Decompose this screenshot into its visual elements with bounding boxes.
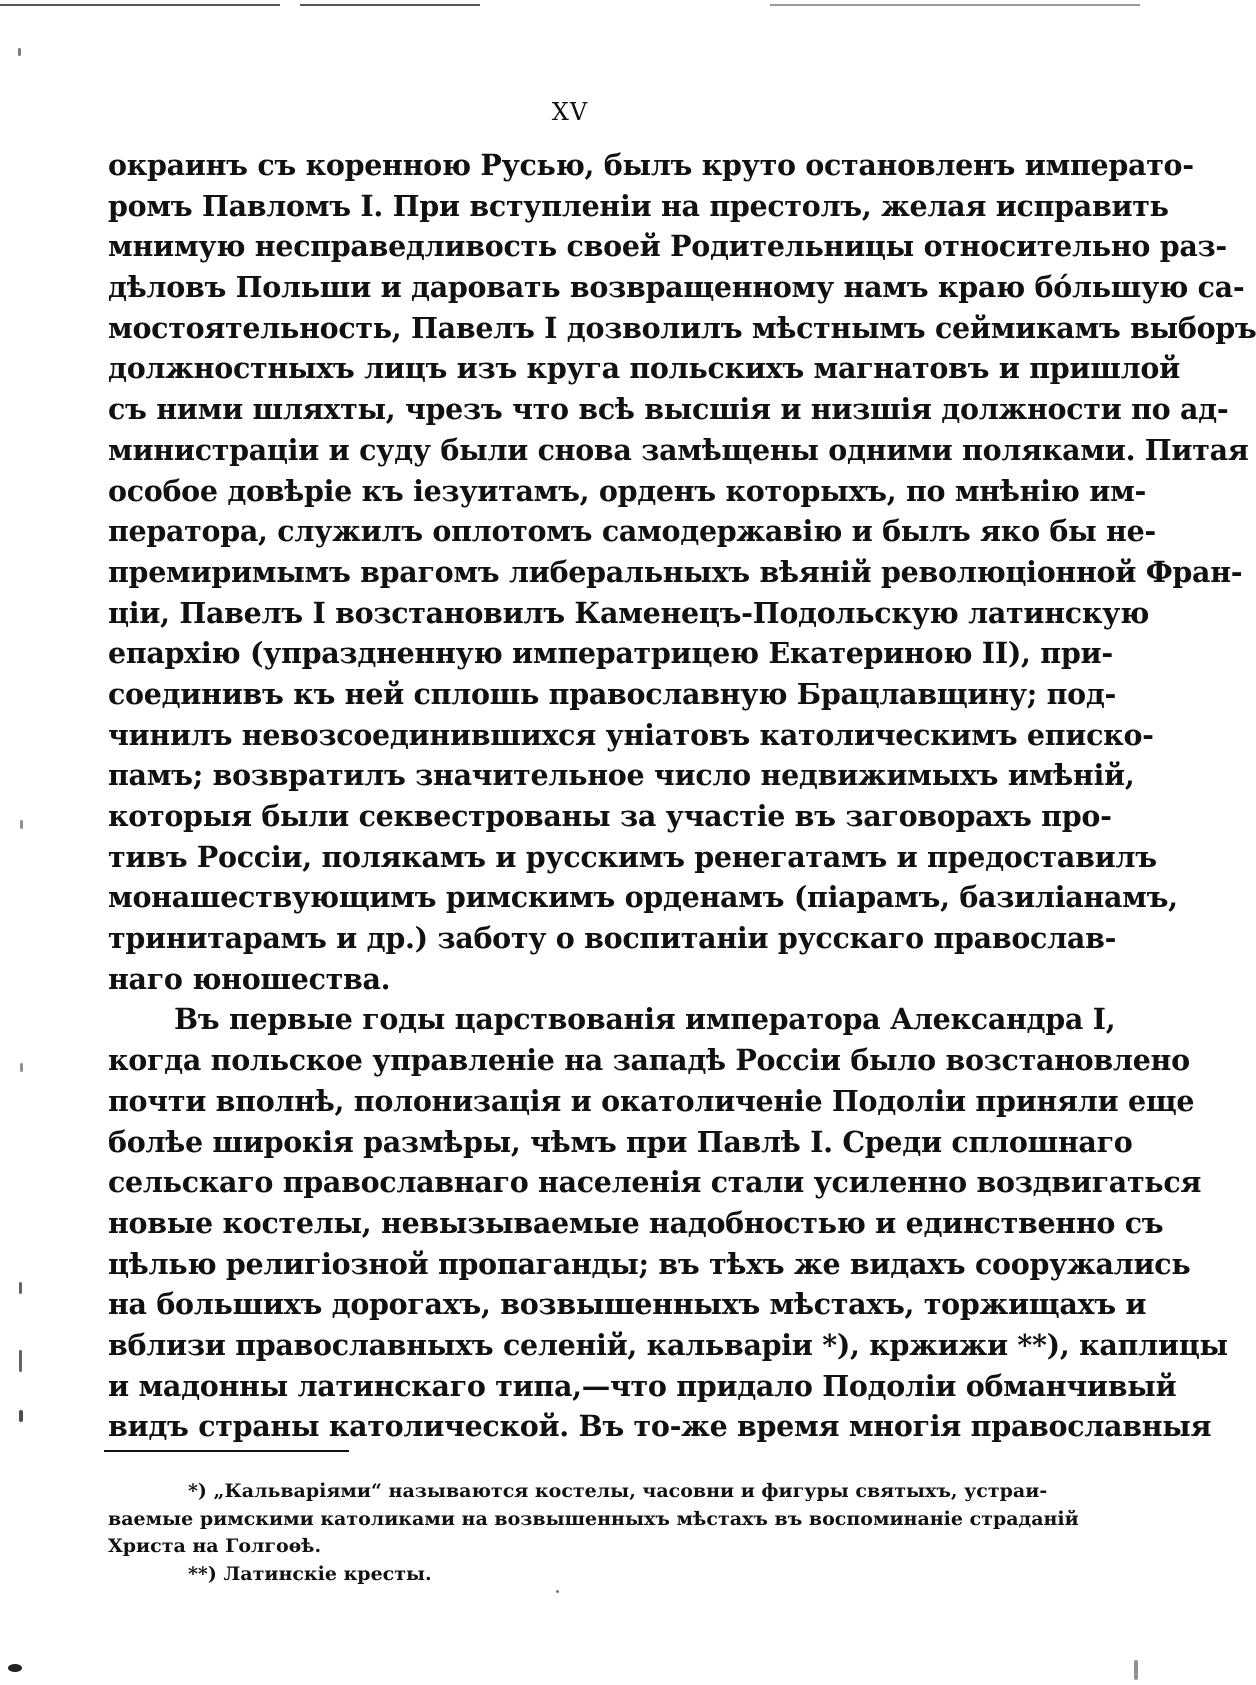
- body-line: новые костелы, невызываемые надобностью и единственно съ: [108, 1205, 1164, 1240]
- body-line: чинилъ невозсоединившихся уніатовъ католическимъ еписко-: [108, 717, 1154, 752]
- margin-speck: [20, 820, 23, 829]
- margin-speck: [20, 1063, 23, 1072]
- body-line: дѣловъ Польши и даровать возвращенному намъ краю бо́льшую са-: [108, 270, 1245, 305]
- body-line: которыя были секвестрованы за участіе въ заговорахъ про-: [108, 799, 1112, 833]
- body-line: сельскаго православнаго населенія стали усиленно воздвигаться: [108, 1165, 1202, 1200]
- footnote-line: ваемые римскими католиками на возвышенныхъ мѣстахъ въ воспоминаніе страданій: [108, 1507, 1079, 1530]
- body-line: тивъ Россіи, полякамъ и русскимъ ренегатамъ и предоставилъ: [108, 839, 1157, 874]
- footnote-line: Христа на Голгоѳѣ.: [108, 1535, 322, 1557]
- page-number: XV: [551, 98, 589, 126]
- body-line: тринитарамъ и др.) заботу о воспитаніи русскаго православ-: [108, 921, 1117, 956]
- corner-blot: [8, 1664, 22, 1672]
- body-line-paragraph-start: Въ первые годы царствованія императора Александра I,: [174, 1002, 1116, 1037]
- top-edge-rule-middle: [300, 4, 480, 6]
- body-line: особое довѣріе къ іезуитамъ, орденъ которыхъ, по мнѣнію им-: [108, 473, 1147, 508]
- footnotes: [108, 1478, 1079, 1588]
- body-line: видъ страны католической. Въ то-же время многія православныя: [108, 1409, 1212, 1444]
- body-line: почти вполнѣ, полонизація и окатоличеніе Подоліи приняли еще: [108, 1083, 1195, 1118]
- footnote-line: **) Латинскіе кресты.: [188, 1562, 432, 1585]
- body-line: министраціи и суду были снова замѣщены одними поляками. Питая: [108, 432, 1249, 467]
- body-text: [108, 145, 1256, 1447]
- margin-speck: [19, 1410, 23, 1422]
- top-edge-rule-right: [770, 4, 1140, 6]
- body-line: ператора, служилъ оплотомъ самодержавію и былъ яко бы не-: [108, 514, 1156, 549]
- margin-speck: [556, 1590, 559, 1593]
- footnote-separator: [104, 1450, 349, 1452]
- margin-speck: [19, 1350, 22, 1372]
- body-line: премиримымъ врагомъ либеральныхъ вѣяній революціонной Фран-: [108, 554, 1243, 589]
- margin-speck: [19, 1282, 22, 1294]
- body-line: вблизи православныхъ селеній, кальваріи *), кржижи **), каплицы: [108, 1327, 1228, 1362]
- body-line: на большихъ дорогахъ, возвышенныхъ мѣстахъ, торжищахъ и: [108, 1287, 1147, 1322]
- top-edge-rule-left: [0, 4, 280, 6]
- body-line: памъ; возвратилъ значительное число недвижимыхъ имѣній,: [108, 758, 1135, 793]
- body-line: съ ними шляхты, чрезъ что всѣ высшія и низшія должности по ад-: [108, 392, 1229, 427]
- body-line: когда польское управленіе на западѣ Россіи было возстановлено: [108, 1043, 1190, 1078]
- body-line: монашествующимъ римскимъ орденамъ (піарамъ, базиліанамъ,: [108, 880, 1178, 915]
- margin-speck: [18, 48, 21, 56]
- body-line: и мадонны латинскаго типа,—что придало Подоліи обманчивый: [108, 1368, 1177, 1403]
- body-line: должностныхъ лицъ изъ круга польскихъ магнатовъ и пришлой: [108, 351, 1180, 386]
- body-line: мнимую несправедливость своей Родительницы относительно раз-: [108, 229, 1227, 264]
- body-line: ромъ Павломъ I. При вступленіи на престолъ, желая исправить: [108, 188, 1169, 223]
- body-line-paragraph-end: наго юношества.: [108, 961, 391, 996]
- body-line: окраинъ съ коренною Русью, былъ круто остановленъ императо-: [108, 148, 1194, 182]
- right-edge-speck: [1134, 1660, 1138, 1680]
- footnote-line: *) „Кальваріями“ называются костелы, часовни и фигуры святыхъ, устраи-: [188, 1480, 1048, 1502]
- body-line: соединивъ къ ней сплошь православную Брацлавщину; под-: [108, 676, 1117, 711]
- body-line: болѣе широкія размѣры, чѣмъ при Павлѣ I. Среди сплошнаго: [108, 1124, 1133, 1159]
- body-line: епархію (упраздненную императрицею Екатериною II), при-: [108, 636, 1113, 671]
- body-line: цѣлью религіозной пропаганды; въ тѣхъ же видахъ сооружались: [108, 1246, 1191, 1281]
- body-line: мостоятельность, Павелъ I дозволилъ мѣстнымъ сеймикамъ выборъ: [108, 310, 1256, 345]
- body-line: ціи, Павелъ I возстановилъ Каменецъ-Подольскую латинскую: [108, 595, 1150, 630]
